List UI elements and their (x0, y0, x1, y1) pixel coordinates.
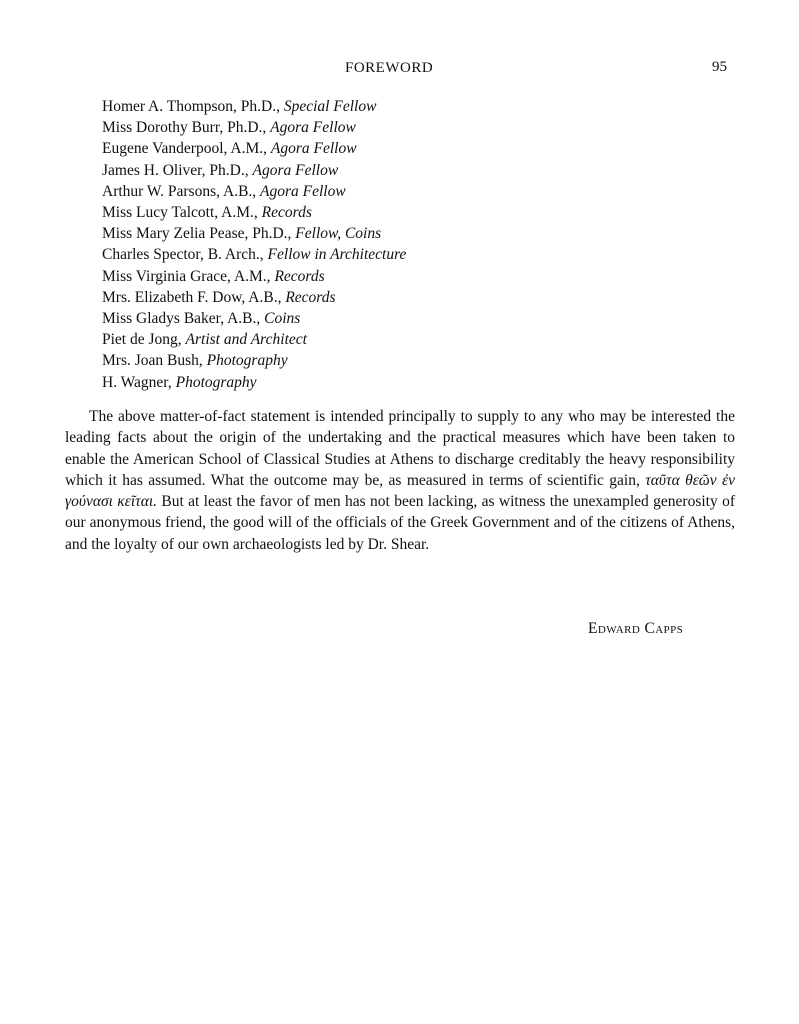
staff-role: Fellow in Architecture (267, 246, 407, 264)
staff-role: Records (285, 288, 336, 306)
staff-entry (102, 308, 406, 329)
staff-role: Records (261, 204, 312, 222)
staff-entry (102, 350, 406, 371)
staff-role: Agora Fellow (260, 182, 346, 200)
staff-entry (102, 266, 406, 287)
staff-role: Artist and Architect (185, 331, 307, 349)
staff-entry (102, 181, 406, 202)
running-head: FOREWORD (345, 60, 434, 76)
statement-text-continued: But at least the favor of men has not been lacking, as witness the unexampled generosity of our anonymous friend, the good will of the officials of the Greek Government and of the citizens of Athens, and the loyalty of our own archaeologists led by Dr. Shear. (65, 493, 735, 553)
staff-name: Miss Virginia Grace, A.M., (102, 267, 275, 285)
statement-text: The above matter-of-fact statement is intended principally to supply to any who may be interested the leading facts about the origin of the undertaking and the practical measures which have been taken to enable the American School of Classical Studies at Athens to discharge creditably the heavy responsibility which it has assumed. What the outcome may be, as measured in terms of scientific gain, (65, 408, 735, 489)
staff-role: Agora Fellow (270, 119, 356, 137)
staff-entry (102, 96, 406, 117)
staff-entry (102, 223, 406, 244)
staff-role: Agora Fellow (270, 140, 357, 158)
staff-role: Records (274, 267, 325, 285)
greek-quotation: ταῦτα θεῶν ἐν γούνασι κεῖται. (65, 471, 735, 511)
staff-entry (102, 372, 406, 393)
staff-name: Mrs. Joan Bush, (102, 352, 207, 370)
staff-name: Homer A. Thompson, Ph.D., (102, 98, 284, 115)
statement-paragraph (65, 406, 735, 555)
staff-entry (102, 160, 406, 181)
staff-entry (102, 138, 406, 159)
staff-role: Fellow, Coins (295, 225, 382, 243)
staff-name: Miss Lucy Talcott, A.M., (102, 204, 262, 222)
staff-role: Coins (264, 310, 301, 328)
staff-name: Arthur W. Parsons, A.B., (102, 182, 261, 200)
staff-entry (102, 244, 406, 265)
staff-name: Miss Gladys Baker, A.B., (102, 310, 265, 328)
staff-name: Miss Dorothy Burr, Ph.D., (102, 119, 271, 137)
staff-entry (102, 287, 406, 308)
staff-name: Eugene Vanderpool, A.M., (102, 140, 271, 158)
staff-role: Photography (175, 373, 257, 391)
staff-entry (102, 329, 406, 350)
staff-list (102, 96, 406, 393)
staff-role: Photography (206, 352, 288, 370)
staff-name: Miss Mary Zelia Pease, Ph.D., (102, 225, 296, 243)
staff-entry (102, 117, 406, 138)
staff-entry (102, 202, 406, 223)
page-number: 95 (712, 59, 727, 75)
staff-name: H. Wagner, (102, 373, 176, 391)
staff-role: Special Fellow (283, 98, 377, 115)
staff-name: Charles Spector, B. Arch., (102, 246, 268, 264)
staff-name: Mrs. Elizabeth F. Dow, A.B., (102, 288, 286, 306)
signature: Edward Capps (588, 620, 684, 637)
staff-name: James H. Oliver, Ph.D., (102, 161, 253, 179)
staff-name: Piet de Jong, (102, 331, 186, 349)
staff-role: Agora Fellow (252, 161, 339, 179)
